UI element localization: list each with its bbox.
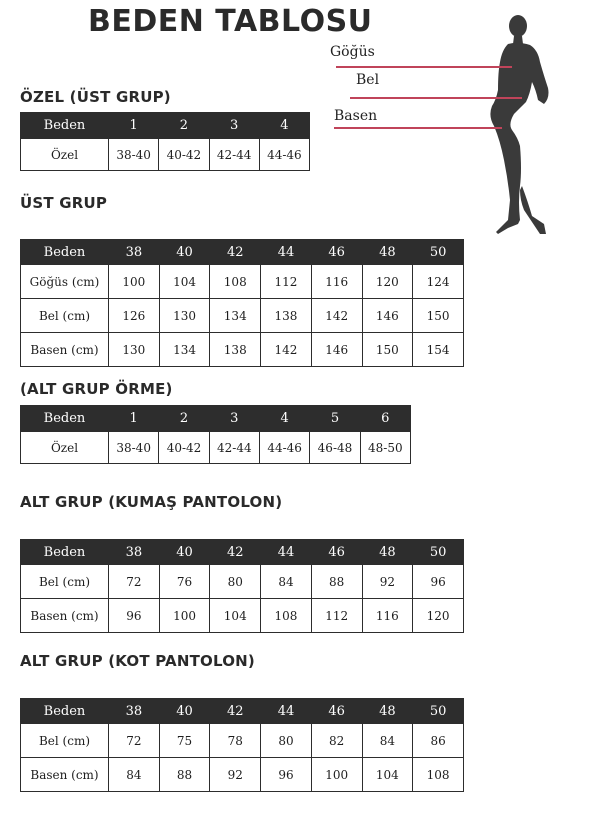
size-table-kot-pantolon (20, 698, 464, 792)
row-label: Basen (cm) (21, 758, 109, 792)
table-row (21, 432, 411, 464)
section-heading-ozel-ust-grup: ÖZEL (ÜST GRUP) (20, 88, 171, 106)
header-cell: 3 (209, 113, 259, 139)
table-header-row (21, 406, 411, 432)
woman-silhouette-icon (478, 10, 558, 240)
table-cell: 154 (413, 333, 464, 367)
header-cell: 2 (159, 406, 209, 432)
row-label: Özel (21, 432, 109, 464)
table-row (21, 565, 464, 599)
header-cell: 46 (311, 540, 362, 565)
table-cell: 38-40 (109, 432, 159, 464)
row-label: Basen (cm) (21, 599, 109, 633)
row-label: Bel (cm) (21, 565, 109, 599)
table-cell: 80 (261, 724, 312, 758)
header-cell: 5 (310, 406, 360, 432)
page-title: BEDEN TABLOSU (88, 4, 373, 39)
header-cell: 40 (159, 699, 210, 724)
table-cell: 96 (413, 565, 464, 599)
header-cell: Beden (21, 699, 109, 724)
header-cell: 44 (261, 540, 312, 565)
table-header-row (21, 240, 464, 265)
table-cell: 130 (159, 299, 210, 333)
header-cell: 40 (159, 240, 210, 265)
header-cell: 6 (360, 406, 410, 432)
row-label: Özel (21, 139, 109, 171)
table-cell: 112 (311, 599, 362, 633)
table-cell: 124 (413, 265, 464, 299)
table-cell: 88 (159, 758, 210, 792)
table-cell: 75 (159, 724, 210, 758)
table-cell: 104 (362, 758, 413, 792)
header-cell: 38 (109, 540, 160, 565)
table-cell: 44-46 (259, 139, 309, 171)
figure-label-bel: Bel (356, 72, 380, 88)
table-cell: 104 (210, 599, 261, 633)
table-cell: 108 (413, 758, 464, 792)
table-cell: 146 (311, 333, 362, 367)
table-cell: 84 (261, 565, 312, 599)
header-cell: Beden (21, 240, 109, 265)
table-row (21, 333, 464, 367)
table-cell: 92 (362, 565, 413, 599)
table-cell: 146 (362, 299, 413, 333)
row-label: Bel (cm) (21, 724, 109, 758)
table-cell: 126 (109, 299, 160, 333)
gogus-measure-line (336, 66, 512, 68)
header-cell: 38 (109, 699, 160, 724)
table-cell: 96 (261, 758, 312, 792)
section-heading-kot-pantolon: ALT GRUP (KOT PANTOLON) (20, 652, 255, 670)
table-row (21, 299, 464, 333)
table-cell: 44-46 (259, 432, 309, 464)
table-cell: 108 (210, 265, 261, 299)
table-cell: 88 (311, 565, 362, 599)
header-cell: 48 (362, 699, 413, 724)
row-label: Göğüs (cm) (21, 265, 109, 299)
table-row (21, 758, 464, 792)
header-cell: 42 (210, 240, 261, 265)
section-heading-kumas-pantolon: ALT GRUP (KUMAŞ PANTOLON) (20, 493, 283, 511)
header-cell: Beden (21, 406, 109, 432)
section-heading-ust-grup: ÜST GRUP (20, 194, 108, 212)
table-cell: 42-44 (209, 432, 259, 464)
figure-label-gogus: Göğüs (330, 44, 375, 60)
bel-measure-line (350, 97, 522, 99)
header-cell: 50 (413, 699, 464, 724)
table-cell: 42-44 (209, 139, 259, 171)
table-cell: 92 (210, 758, 261, 792)
header-cell: 50 (413, 540, 464, 565)
table-cell: 120 (362, 265, 413, 299)
table-cell: 134 (210, 299, 261, 333)
table-cell: 80 (210, 565, 261, 599)
header-cell: Beden (21, 113, 109, 139)
header-cell: 48 (362, 540, 413, 565)
table-cell: 48-50 (360, 432, 410, 464)
table-cell: 96 (109, 599, 160, 633)
header-cell: 44 (261, 699, 312, 724)
header-cell: 1 (109, 406, 159, 432)
header-cell: 3 (209, 406, 259, 432)
table-cell: 86 (413, 724, 464, 758)
table-cell: 40-42 (159, 139, 209, 171)
table-cell: 78 (210, 724, 261, 758)
table-cell: 108 (261, 599, 312, 633)
header-cell: 40 (159, 540, 210, 565)
table-row (21, 139, 310, 171)
table-cell: 142 (261, 333, 312, 367)
table-row (21, 724, 464, 758)
header-cell: 48 (362, 240, 413, 265)
table-cell: 134 (159, 333, 210, 367)
table-cell: 46-48 (310, 432, 360, 464)
header-cell: 2 (159, 113, 209, 139)
table-row (21, 265, 464, 299)
basen-measure-line (334, 127, 502, 129)
header-cell: 38 (109, 240, 160, 265)
header-cell: 42 (210, 540, 261, 565)
header-cell: 50 (413, 240, 464, 265)
header-cell: 46 (311, 699, 362, 724)
row-label: Basen (cm) (21, 333, 109, 367)
table-cell: 72 (109, 565, 160, 599)
size-table-ozel-ust-grup (20, 112, 310, 171)
size-table-kumas-pantolon (20, 539, 464, 633)
table-cell: 104 (159, 265, 210, 299)
header-cell: 4 (259, 406, 309, 432)
table-cell: 150 (362, 333, 413, 367)
header-cell: Beden (21, 540, 109, 565)
table-cell: 138 (261, 299, 312, 333)
table-cell: 138 (210, 333, 261, 367)
table-cell: 116 (311, 265, 362, 299)
table-cell: 112 (261, 265, 312, 299)
header-cell: 46 (311, 240, 362, 265)
header-cell: 42 (210, 699, 261, 724)
table-cell: 100 (159, 599, 210, 633)
table-cell: 40-42 (159, 432, 209, 464)
table-header-row (21, 113, 310, 139)
table-cell: 150 (413, 299, 464, 333)
size-table-ust-grup (20, 239, 464, 367)
table-cell: 72 (109, 724, 160, 758)
row-label: Bel (cm) (21, 299, 109, 333)
table-cell: 120 (413, 599, 464, 633)
table-cell: 82 (311, 724, 362, 758)
size-table-alt-grup-orme (20, 405, 411, 464)
table-cell: 84 (362, 724, 413, 758)
table-cell: 116 (362, 599, 413, 633)
table-header-row (21, 540, 464, 565)
header-cell: 4 (259, 113, 309, 139)
header-cell: 44 (261, 240, 312, 265)
table-cell: 76 (159, 565, 210, 599)
table-cell: 100 (311, 758, 362, 792)
table-cell: 142 (311, 299, 362, 333)
table-cell: 84 (109, 758, 160, 792)
table-header-row (21, 699, 464, 724)
table-cell: 38-40 (109, 139, 159, 171)
table-cell: 100 (109, 265, 160, 299)
table-row (21, 599, 464, 633)
figure-label-basen: Basen (334, 108, 378, 124)
header-cell: 1 (109, 113, 159, 139)
section-heading-alt-grup-orme: (ALT GRUP ÖRME) (20, 380, 173, 398)
table-cell: 130 (109, 333, 160, 367)
